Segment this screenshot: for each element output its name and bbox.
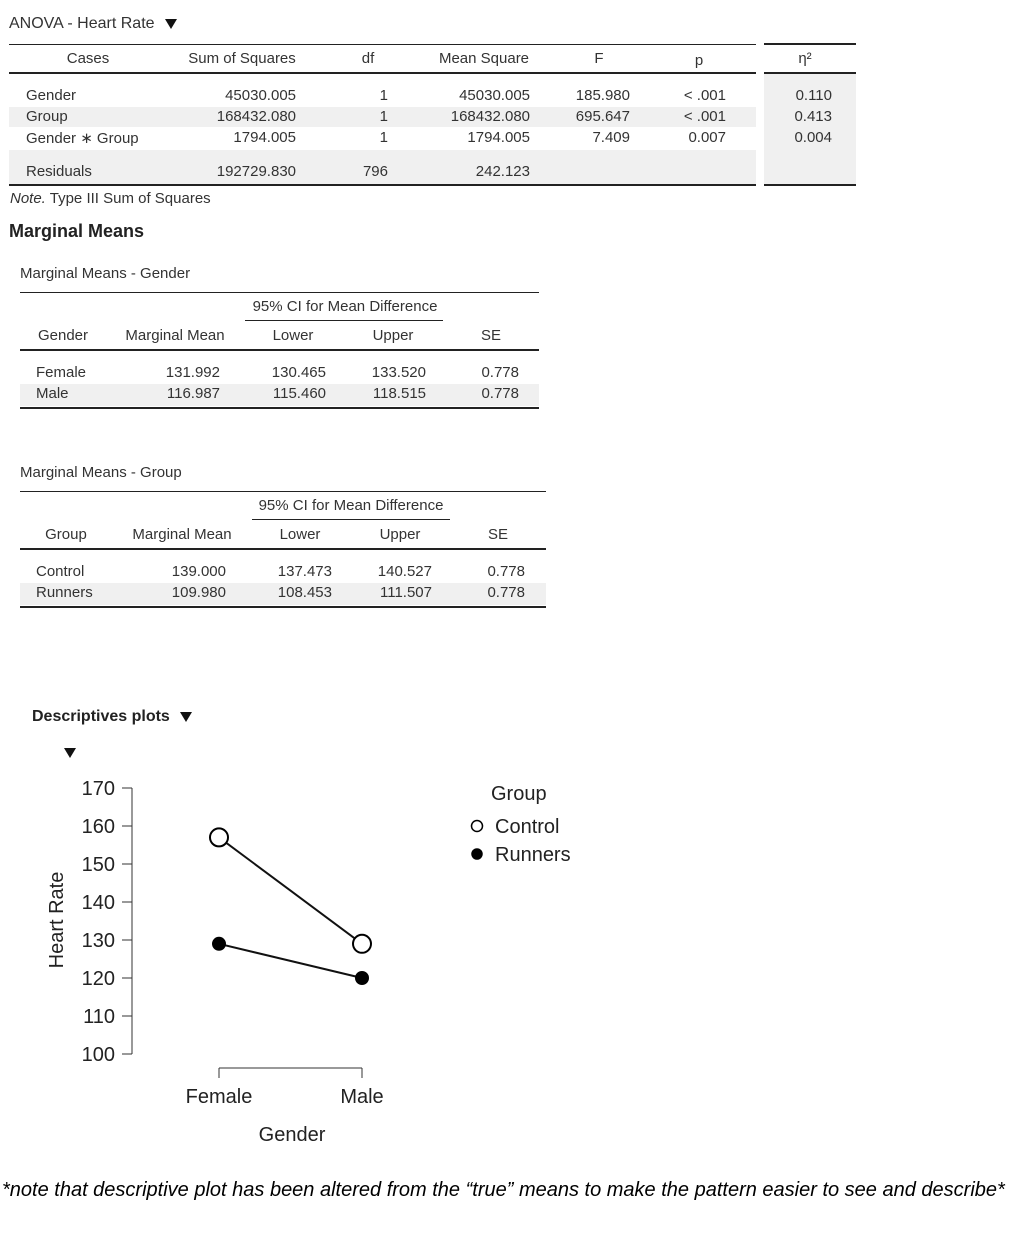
legend-label: Control xyxy=(495,816,560,838)
col-header-f: F xyxy=(594,50,604,67)
descriptives-heading[interactable] xyxy=(32,708,192,726)
cell-eta: 0.004 xyxy=(794,129,832,146)
series-line-control xyxy=(219,837,362,943)
ci-header: 95% CI for Mean Difference xyxy=(258,497,444,514)
series-layer xyxy=(210,828,371,984)
cell-case: Residuals xyxy=(26,163,92,180)
cell-mean: 109.980 xyxy=(171,584,226,601)
col-header-marginal-mean: Marginal Mean xyxy=(132,526,232,543)
table-rule xyxy=(764,43,856,45)
legend-title: Group xyxy=(491,783,547,805)
col-header-gender: Gender xyxy=(37,327,89,344)
cell-df: 1 xyxy=(379,129,388,146)
col-header-upper: Upper xyxy=(379,526,421,543)
cell-f: 695.647 xyxy=(575,108,630,125)
ci-header: 95% CI for Mean Difference xyxy=(252,298,438,315)
cell-case: Gender ∗ Group xyxy=(26,130,139,147)
cell-ss: 168432.080 xyxy=(216,108,296,125)
y-tick-label: 130 xyxy=(81,930,115,952)
cell-lower: 137.473 xyxy=(277,563,332,580)
cell-lower: 115.460 xyxy=(272,385,326,402)
cell-p: < .001 xyxy=(683,108,726,125)
table-rule xyxy=(20,491,546,492)
col-header-upper: Upper xyxy=(372,327,414,344)
cell-upper: 133.520 xyxy=(371,364,426,381)
cell-eta: 0.413 xyxy=(794,108,832,125)
cell-df: 1 xyxy=(379,108,388,125)
col-header-df: df xyxy=(361,50,375,67)
dropdown-arrow-icon[interactable] xyxy=(180,712,192,722)
table-rule xyxy=(9,184,756,186)
cell-ss: 1794.005 xyxy=(233,129,296,146)
group-table-title: Marginal Means - Group xyxy=(20,464,182,481)
y-axis-label: Heart Rate xyxy=(46,871,68,969)
data-point-runners xyxy=(213,938,225,950)
cell-eta: 0.110 xyxy=(795,87,832,104)
descriptives-plot xyxy=(0,760,700,1160)
col-header-cases: Cases xyxy=(66,50,110,67)
footnote: *note that descriptive plot has been altered from the “true” means to make the pattern easier to see and describe* xyxy=(2,1179,1005,1201)
cell-ms: 168432.080 xyxy=(450,108,530,125)
cell-lower: 108.453 xyxy=(277,584,332,601)
cell-df: 796 xyxy=(362,163,388,180)
y-tick-label: 100 xyxy=(81,1044,115,1066)
cell-level: Control xyxy=(36,563,85,580)
legend-marker-control xyxy=(472,821,483,832)
cell-f: 185.980 xyxy=(575,87,630,104)
y-tick-label: 160 xyxy=(81,816,115,838)
series-line-runners xyxy=(219,944,362,978)
cell-se: 0.778 xyxy=(481,364,519,381)
cell-upper: 118.515 xyxy=(372,385,426,402)
data-point-control xyxy=(210,828,228,846)
col-header-lower: Lower xyxy=(272,327,314,344)
col-header-se: SE xyxy=(480,327,501,344)
cell-ms: 45030.005 xyxy=(459,87,530,104)
cell-upper: 140.527 xyxy=(377,563,432,580)
cell-level: Female xyxy=(36,364,87,381)
anova-note xyxy=(10,190,211,207)
x-tick-label: Female xyxy=(185,1086,253,1108)
cell-level: Male xyxy=(36,385,69,402)
cell-ss: 192729.830 xyxy=(216,163,296,180)
cell-se: 0.778 xyxy=(487,563,525,580)
col-header-group: Group xyxy=(45,526,87,543)
table-rule xyxy=(20,548,546,550)
anova-title[interactable] xyxy=(9,15,177,33)
col-header-se: SE xyxy=(487,526,508,543)
y-tick-label: 140 xyxy=(81,892,115,914)
table-rule xyxy=(20,606,546,608)
cell-ms: 242.123 xyxy=(475,163,530,180)
cell-df: 1 xyxy=(379,87,388,104)
table-rule xyxy=(20,349,539,351)
legend xyxy=(472,783,571,866)
cell-se: 0.778 xyxy=(481,385,519,402)
cell-se: 0.778 xyxy=(487,584,525,601)
col-header-lower: Lower xyxy=(279,526,321,543)
cell-case: Gender xyxy=(26,87,77,104)
y-tick-label: 120 xyxy=(81,968,115,990)
legend-label: Runners xyxy=(495,844,571,866)
cell-case: Group xyxy=(26,108,68,125)
data-point-runners xyxy=(356,972,368,984)
y-axis xyxy=(82,778,132,1066)
ci-underline xyxy=(252,519,450,520)
y-tick-label: 150 xyxy=(81,854,115,876)
x-axis xyxy=(186,1068,384,1108)
table-rule xyxy=(9,72,756,74)
gender-table-title: Marginal Means - Gender xyxy=(20,265,191,282)
dropdown-arrow-icon[interactable] xyxy=(165,19,177,29)
cell-ss: 45030.005 xyxy=(225,87,296,104)
col-header-eta-squared: η² xyxy=(798,50,812,67)
collapse-arrow-icon[interactable] xyxy=(64,748,76,758)
y-tick-label: 110 xyxy=(83,1006,115,1028)
cell-p: 0.007 xyxy=(688,129,726,146)
col-header-p: p xyxy=(694,52,704,69)
note-prefix: Note. xyxy=(10,190,46,207)
cell-lower: 130.465 xyxy=(271,364,326,381)
cell-mean: 116.987 xyxy=(166,385,220,402)
cell-ms: 1794.005 xyxy=(467,129,530,146)
cell-upper: 111.507 xyxy=(380,584,432,601)
legend-marker-runners xyxy=(472,849,482,859)
col-header-marginal-mean: Marginal Mean xyxy=(125,327,225,344)
marginal-means-heading: Marginal Means xyxy=(9,221,145,241)
anova-title-text: ANOVA - Heart Rate xyxy=(9,15,155,32)
data-point-control xyxy=(353,935,371,953)
cell-mean: 131.992 xyxy=(165,364,220,381)
table-rule xyxy=(9,44,756,45)
x-tick-label: Male xyxy=(340,1086,384,1108)
cell-p: < .001 xyxy=(683,87,726,104)
x-axis-label: Gender xyxy=(258,1124,326,1146)
col-header-sum-of-squares: Sum of Squares xyxy=(188,50,296,67)
table-rule xyxy=(764,184,856,186)
y-tick-label: 170 xyxy=(81,778,115,800)
table-rule xyxy=(20,407,539,409)
descriptives-heading-text: Descriptives plots xyxy=(32,708,170,725)
note-text: Type III Sum of Squares xyxy=(45,190,211,207)
cell-mean: 139.000 xyxy=(171,563,226,580)
table-rule xyxy=(20,292,539,293)
ci-underline xyxy=(245,320,443,321)
cell-level: Runners xyxy=(36,584,93,601)
cell-f: 7.409 xyxy=(592,129,630,146)
col-header-mean-square: Mean Square xyxy=(438,50,530,67)
